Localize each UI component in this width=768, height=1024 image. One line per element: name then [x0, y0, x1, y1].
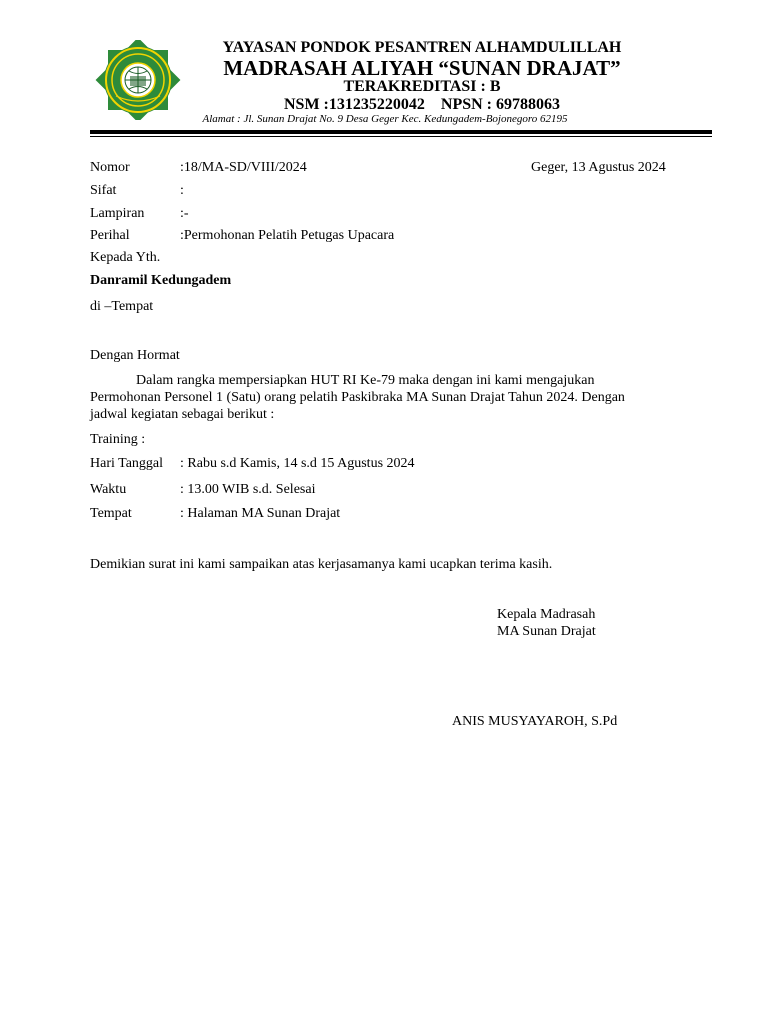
- training-label: Training :: [90, 432, 146, 447]
- greeting: Dengan Hormat: [90, 348, 180, 363]
- accreditation: TERAKREDITASI : B: [343, 78, 501, 95]
- lampiran-label: Lampiran: [90, 206, 145, 221]
- schedule-day-value: : Rabu s.d Kamis, 14 s.d 15 Agustus 2024: [180, 456, 415, 471]
- school-logo-icon: [92, 40, 184, 120]
- body-paragraph: [90, 372, 690, 423]
- perihal-label: Perihal: [90, 228, 130, 243]
- school-name: MADRASAH ALIYAH “SUNAN DRAJAT”: [223, 56, 621, 80]
- place-date: Geger, 13 Agustus 2024: [531, 160, 666, 175]
- sifat-value: :: [180, 183, 184, 198]
- schedule-time-label: Waktu: [90, 482, 127, 497]
- signature-name: ANIS MUSYAYAROH, S.Pd: [452, 714, 618, 729]
- recipient-to: Kepada Yth.: [90, 250, 161, 265]
- paragraph-line: Dalam rangka mempersiapkan HUT RI Ke-79 maka dengan ini kami mengajukan: [136, 373, 595, 388]
- nomor-label: Nomor: [90, 160, 130, 175]
- perihal-value: :Permohonan Pelatih Petugas Upacara: [180, 228, 395, 243]
- paragraph-line: Permohonan Personel 1 (Satu) orang pelatih Paskibraka MA Sunan Drajat Tahun 2024. Dengan: [90, 390, 625, 405]
- signature-title-1: Kepala Madrasah: [497, 607, 596, 622]
- recipient-name: Danramil Kedungadem: [90, 273, 232, 288]
- schedule-day-label: Hari Tanggal: [90, 456, 164, 471]
- recipient-location: di –Tempat: [90, 299, 154, 314]
- schedule-place-label: Tempat: [90, 506, 132, 521]
- schedule-time-value: : 13.00 WIB s.d. Selesai: [180, 482, 316, 497]
- nsm-npsn: [180, 96, 664, 114]
- header-rule-thin: [90, 136, 712, 137]
- npsn: NPSN : 69788063: [440, 96, 560, 113]
- nsm: NSM :131235220042: [284, 96, 425, 113]
- foundation-name: YAYASAN PONDOK PESANTREN ALHAMDULILLAH: [222, 39, 622, 56]
- header-rule-thick: [90, 130, 712, 134]
- closing-sentence: Demikian surat ini kami sampaikan atas kerjasamanya kami ucapkan terima kasih.: [90, 557, 553, 572]
- school-address: Alamat : Jl. Sunan Drajat No. 9 Desa Geger Kec. Kedungadem-Bojonegoro 62195: [202, 113, 568, 125]
- schedule-place-value: : Halaman MA Sunan Drajat: [180, 506, 341, 521]
- signature-title-2: MA Sunan Drajat: [497, 624, 596, 639]
- nomor-value: :18/MA-SD/VIII/2024: [180, 160, 307, 175]
- sifat-label: Sifat: [90, 183, 117, 198]
- paragraph-line: jadwal kegiatan sebagai berikut :: [90, 407, 275, 422]
- lampiran-value: :-: [180, 206, 189, 221]
